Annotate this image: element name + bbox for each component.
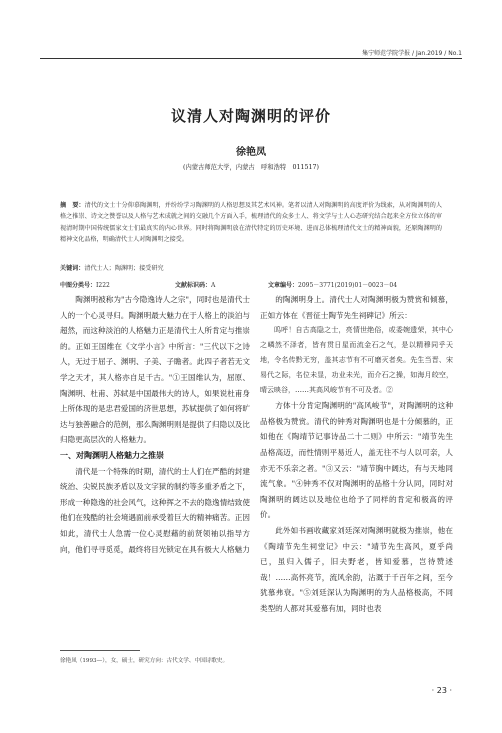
- clc-label: 中图分类号：: [60, 282, 97, 289]
- body-paragraph: 方体十分肯定陶渊明的"高风峻节"，对陶渊明的这种品格极为赞赏。清代的钟秀对陶渊明也是十分倾慕的，正如他在《陶靖节记事诗品二十二则》中所云："靖节先生品格高迈，而性情则平易近人，盖无往不与人以可亲，人亦无不乐亲之者。"③又云："靖节胸中阔达，有与天地同流气象。"④钟秀不仅对陶渊明的品格十分认同，同时对陶渊明的阔达以及地位也给予了同样的肯定和极高的评价。: [260, 401, 453, 520]
- author-affiliation: (内蒙古师范大学，内蒙古 呼和浩特 011517): [183, 164, 319, 171]
- doc-code-label: 文献标识码：: [175, 282, 212, 289]
- body-paragraph: 陶渊明被称为"古今隐逸诗人之宗"，同时也是清代士人的一个心灵寻归。陶渊明最大魅力在于人格上的淡泊与超然，而这种淡泊的人格魅力正是清代士人所肯定与推崇的。正如王国维在《文学小言》中所言："三代以下之诗人，无过于屈子、渊明、子美、子瞻者。此四子者若无文学之天才，其人格亦自足千古。"①王国维认为，屈原、陶渊明、杜甫、苏轼是中国最伟大的诗人，如果说杜甫身上所体现的是忠君爱国的济世思想，苏轼提供了如何将旷达与独善融合的范例，那么陶渊明则是提供了归隐以及比归隐更高层次的人格魅力。: [60, 295, 250, 445]
- body-paragraph: 此外如书画收藏家刘廷深对陶渊明就极为推崇，他在《陶靖节先生祠堂记》中云："靖节先生高风，夏乎尚已，虽归入儒子，旧夫野老，皆知爱慕，岂待赞述哉！……高怀亮节，流风余韵，沾溉于千百年之间，至今犹慕弗衰。"⑤刘廷深认为陶渊明的为人品格极高，不同类型的人都对其爱慕有加，同时也表: [260, 525, 453, 613]
- section-heading: 一、对陶渊明人格魅力之推崇: [60, 450, 164, 460]
- running-head: 集宁师范学院学报 / Jan.2019 / No.1: [362, 50, 462, 57]
- page-number: · 23 ·: [431, 686, 452, 695]
- abstract-label: 摘 要：: [60, 202, 85, 209]
- keywords-label: 关键词：: [60, 265, 85, 272]
- keywords: [60, 263, 164, 272]
- keywords-text: 清代士人；陶渊明；接受研究: [84, 265, 164, 272]
- abstract-text: 清代的文士十分仰慕陶渊明，并纷纷学习陶渊明的人格思想及其艺术风神。笔者以清人对陶渊明的高度评价为线索，从对陶渊明的人格之推崇、诗文之赞誉以及人格与艺术成就之间的交融几个方面入手，梳理清代的众多士人、将文学与士人心态研究结合起来全方位立体的审视清时期中国传统儒家文士们最真实的内心世界。同时将陶渊明放在清代特定的历史环境、进而总体梳理清代文士的精神面貌，还原陶渊明的精神文化品格，明确清代士人对陶渊明之接受。: [60, 202, 443, 244]
- header-rule: [40, 58, 462, 59]
- article-no-label: 文章编号：: [268, 282, 299, 289]
- body-left-column: [60, 292, 250, 557]
- doc-code-value: A: [211, 282, 216, 289]
- article-title: 议清人对陶渊明的评价: [170, 107, 331, 125]
- clc-number: [60, 280, 110, 289]
- author-footnote: 徐艳凤（1993—），女，硕士，研究方向：古代文学、中国诗歌史。: [60, 658, 229, 664]
- body-paragraph: 清代是一个特殊的时期，清代的士人们在严酷的封建统治、尖锐民族矛盾以及文字狱的制约等多重矛盾之下，形成一种隐逸的社会风气，这种挥之不去的隐逸情结致使他们在残酷的社会境遇面前承受着巨大的精神痛苦。正因如此，清代士人急需一位心灵慰藉的前贤领袖以指导方向，他们寻寻觅觅，最终将目光锁定在具有极大人格魅力: [60, 466, 250, 554]
- clc-value: I222: [96, 282, 110, 289]
- footnote-rule: [60, 650, 140, 651]
- article-number: [268, 280, 397, 289]
- body-paragraph: 的陶渊明身上。清代士人对陶渊明极为赞赏和倾慕，正如方体在《晋征士陶节先生祠碑记》所云：: [260, 295, 453, 320]
- body-right-column: [260, 292, 453, 617]
- block-quote: 呜呼！自古高隐之士，亮情世绝俗，或委婉遗荣，其中心之嶙然不泽者，皆有贯日星而流金石之气，是以精穆同乎天地，令名传黔无穷，盖其志节有不可磨灭者矣。先生当晋、宋易代之际，名位未显，功业未光，而介石之操，如海月皎空，晴云映谷，……其高风峻节有不可及者。②: [260, 326, 453, 395]
- document-code: [175, 280, 215, 289]
- article-author: 徐艳凤: [236, 147, 266, 158]
- article-no-value: 2095－3771(2019)01－0023－04: [298, 282, 398, 289]
- abstract: [60, 200, 442, 246]
